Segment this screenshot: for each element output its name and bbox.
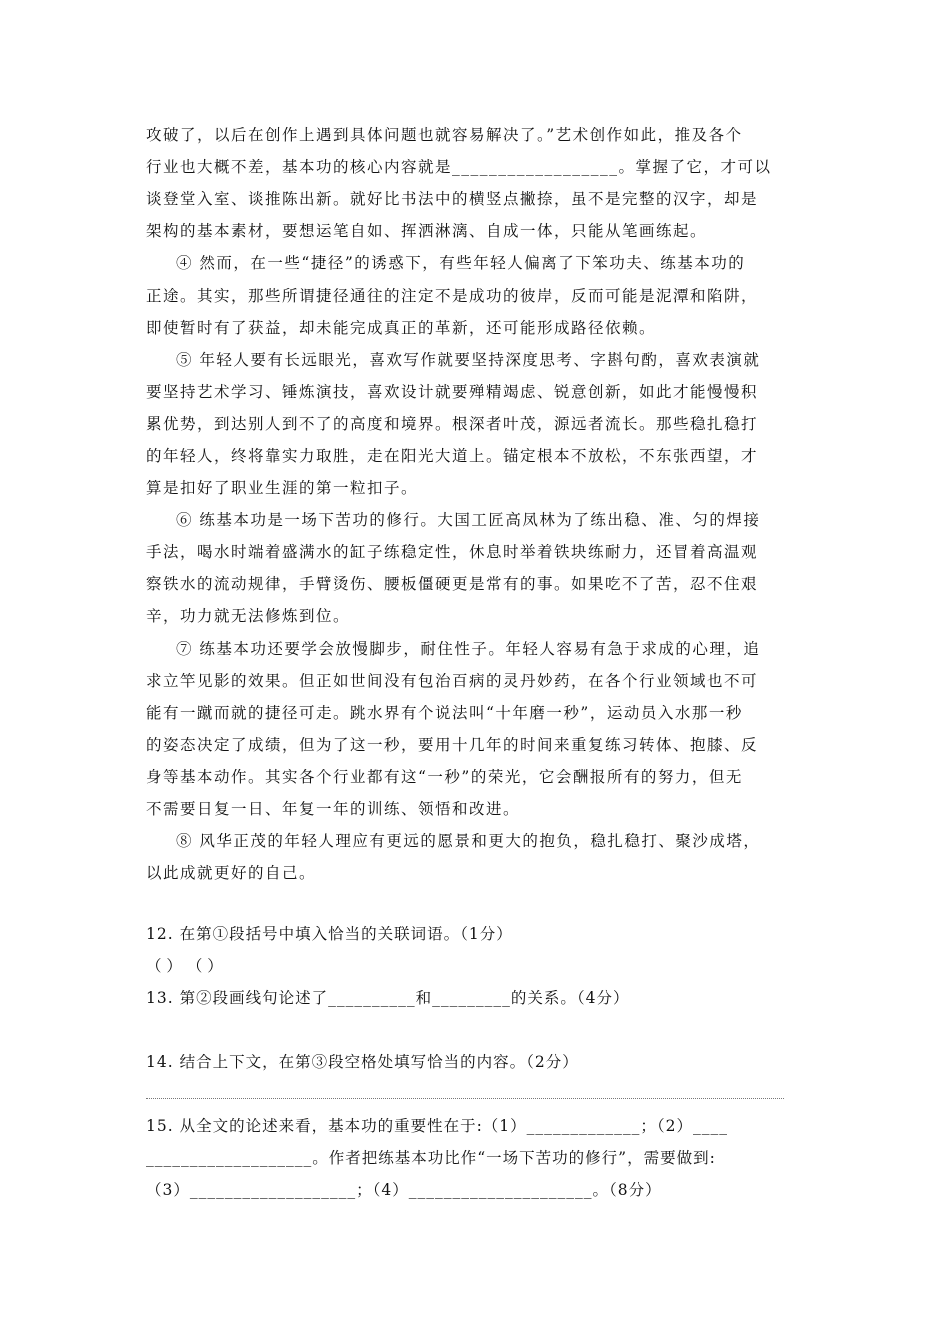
question-14: 14. 结合上下文，在第③段空格处填写恰当的内容。（2分）	[146, 1053, 579, 1071]
passage-line: 的年轻人，终将靠实力取胜，走在阳光大道上。锚定根本不放松，不东张西望，才	[146, 447, 759, 465]
passage-line: 累优势，到达别人到不了的高度和境界。根深者叶茂，源远者流长。那些稳扎稳打	[146, 415, 759, 433]
question-15-line-2[interactable]: ___________________。作者把练基本功比作“一场下苦功的修行”，需要做到:	[146, 1149, 716, 1167]
passage-line: 手法，喝水时端着盛满水的缸子练稳定性，休息时举着铁块练耐力，还冒着高温观	[146, 543, 759, 561]
question-15-line-1[interactable]: 15. 从全文的论述来看，基本功的重要性在于:（1）_____________；（2）____	[146, 1117, 729, 1135]
passage-line: 能有一蹴而就的捷径可走。跳水界有个说法叫“十年磨一秒”，运动员入水那一秒	[146, 704, 743, 722]
passage-line: 要坚持艺术学习、锤炼演技，喜欢设计就要殚精竭虑、锐意创新，如此才能慢慢积	[146, 383, 759, 401]
passage-line: 求立竿见影的效果。但正如世间没有包治百病的灵丹妙药，在各个行业领域也不可	[146, 672, 759, 690]
question-12: 12. 在第①段括号中填入恰当的关联词语。（1分）	[146, 925, 513, 943]
paragraph-6-start: ⑥ 练基本功是一场下苦功的修行。大国工匠高凤林为了练出稳、准、匀的焊接	[176, 511, 761, 529]
passage-line: 辛，功力就无法修炼到位。	[146, 607, 351, 625]
passage-line: 察铁水的流动规律，手臂烫伤、腰板僵硬更是常有的事。如果吃不了苦，忍不住艰	[146, 575, 759, 593]
passage-line: 不需要日复一日、年复一年的训练、领悟和改进。	[146, 800, 521, 818]
paragraph-5-start: ⑤ 年轻人要有长远眼光，喜欢写作就要坚持深度思考、字斟句酌，喜欢表演就	[176, 351, 761, 369]
passage-line: 攻破了，以后在创作上遇到具体问题也就容易解决了。”艺术创作如此，推及各个	[146, 126, 743, 144]
passage-line: 算是扣好了职业生涯的第一粒扣子。	[146, 479, 419, 497]
question-13[interactable]: 13. 第②段画线句论述了__________和_________的关系。（4分）	[146, 989, 630, 1007]
passage-line: 的姿态决定了成绩，但为了这一秒，要用十几年的时间来重复练习转体、抱膝、反	[146, 736, 759, 754]
paragraph-7-start: ⑦ 练基本功还要学会放慢脚步，耐住性子。年轻人容易有急于求成的心理，追	[176, 640, 761, 658]
answer-line-14[interactable]	[146, 1098, 784, 1099]
passage-line: 身等基本动作。其实各个行业都有这“一秒”的荣光，它会酬报所有的努力，但无	[146, 768, 743, 786]
passage-line: 正途。其实，那些所谓捷径通往的注定不是成功的彼岸，反而可能是泥潭和陷阱，	[146, 287, 759, 305]
passage-line: 架构的基本素材，要想运笔自如、挥洒淋漓、自成一体，只能从笔画练起。	[146, 222, 708, 240]
passage-line: 以此成就更好的自己。	[146, 864, 317, 882]
passage-line: 行业也大概不差，基本功的核心内容就是__________________。掌握了它，才可以	[146, 158, 772, 176]
paragraph-8-start: ⑧ 风华正茂的年轻人理应有更远的愿景和更大的抱负，稳扎稳打、聚沙成塔，	[176, 832, 761, 850]
paragraph-4-start: ④ 然而，在一些“捷径”的诱惑下，有些年轻人偏离了下笨功夫、练基本功的	[176, 254, 746, 272]
passage-line: 即使暂时有了获益，却未能完成真正的革新，还可能形成路径依赖。	[146, 319, 657, 337]
question-15-line-3[interactable]: （3）___________________；（4）_____________________。（8分）	[146, 1181, 662, 1199]
passage-line: 谈登堂入室、谈推陈出新。就好比书法中的横竖点撇捺，虽不是完整的汉字，却是	[146, 190, 759, 208]
question-12-blanks[interactable]: （ ） （ ）	[146, 957, 223, 975]
